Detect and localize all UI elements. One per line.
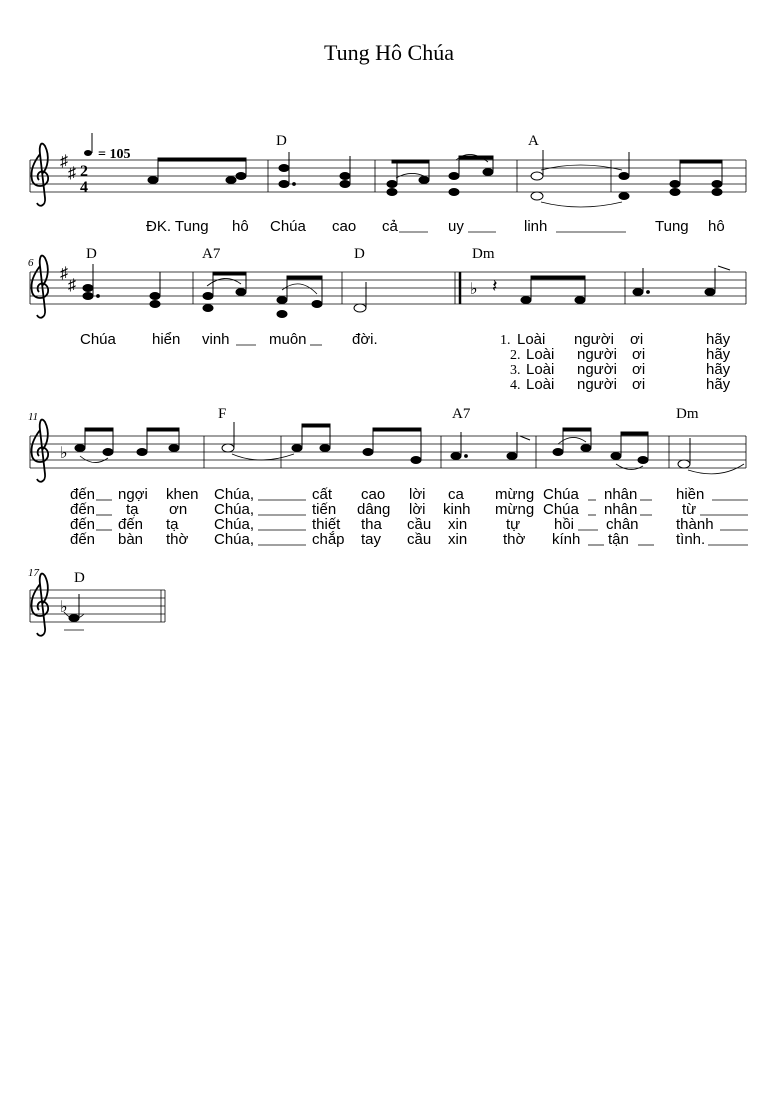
- lyric-syllable: dâng: [357, 501, 391, 518]
- lyric-syllable: cầu: [407, 516, 432, 533]
- lyric-syllable: Chúa: [80, 331, 116, 348]
- lyric-syllable: chắp: [312, 531, 345, 548]
- lyric-syllable: từ: [682, 501, 697, 518]
- lyric-syllable: cả: [382, 218, 398, 235]
- lyric-syllable: Loài: [526, 376, 555, 393]
- chord-symbol: A: [528, 133, 539, 149]
- treble-clef-icon: [31, 420, 48, 482]
- lyric-syllable: Tung: [655, 218, 689, 235]
- staff-system-1: [30, 133, 746, 235]
- lyric-syllable: thờ: [503, 531, 526, 548]
- lyric-syllable: người: [574, 331, 614, 348]
- lyric-syllable: Chúa: [270, 218, 306, 235]
- lyric-syllable: hiển: [152, 331, 181, 348]
- lyric-syllable: muôn: [269, 331, 307, 348]
- chord-symbol: D: [276, 133, 287, 149]
- time-sig-bottom: 4: [80, 179, 88, 196]
- lyric-syllable: hãy: [706, 361, 731, 378]
- chord-symbol: D: [86, 246, 97, 262]
- lyric-syllable: cao: [332, 218, 357, 235]
- page-title: Tung Hô Chúa: [324, 40, 454, 65]
- measure-number: 6: [28, 257, 34, 269]
- chord-symbol: D: [354, 246, 365, 262]
- treble-clef-icon: [31, 144, 48, 206]
- lyric-syllable: nhân: [604, 501, 638, 518]
- chord-symbol: Dm: [472, 246, 495, 262]
- treble-clef-icon: [31, 574, 48, 636]
- lyric-syllable: đến: [70, 516, 96, 533]
- lyric-syllable: mừng: [495, 501, 535, 518]
- lyric-syllable: hiền: [676, 486, 705, 503]
- time-sig-top: 2: [80, 163, 88, 180]
- lyric-syllable: hãy: [706, 376, 731, 393]
- measure-number: 17: [28, 567, 39, 579]
- lyric-syllable: linh: [524, 218, 548, 235]
- chord-symbol: D: [74, 570, 85, 586]
- verse-number: 4.: [510, 378, 521, 393]
- sharp-icon: ♯: [68, 277, 76, 294]
- lyric-syllable: khen: [166, 486, 199, 503]
- lyric-syllable: xin: [448, 531, 468, 548]
- chord-symbol: A7: [452, 406, 471, 422]
- lyric-syllable: hô: [708, 218, 725, 235]
- lyric-syllable: tạ: [166, 516, 179, 533]
- staff-system-3: [28, 406, 748, 548]
- lyric-syllable: cầu: [407, 531, 432, 548]
- lyric-syllable: mừng: [495, 486, 535, 503]
- lyric-syllable: tạ: [126, 501, 139, 518]
- sharp-icon: ♯: [60, 265, 68, 282]
- lyric-syllable: Chúa: [543, 486, 579, 503]
- verse-start-block: [500, 331, 731, 393]
- lyric-syllable: hồi: [554, 516, 575, 533]
- treble-clef-icon: [31, 256, 48, 318]
- chord-symbol: A7: [202, 246, 221, 262]
- lyric-syllable: đến: [70, 486, 96, 503]
- lyric-syllable: đến: [70, 531, 96, 548]
- verse-number: 3.: [510, 363, 521, 378]
- lyric-syllable: tự: [506, 516, 521, 533]
- sharp-icon: ♯: [60, 153, 68, 170]
- lyric-syllable: ơi: [632, 346, 646, 363]
- lyric-syllable: thiết: [312, 516, 341, 533]
- lyric-syllable: ơi: [630, 331, 644, 348]
- verse-number: 1.: [500, 333, 511, 348]
- verse-number: 2.: [510, 348, 521, 363]
- staff-system-2: [28, 246, 746, 393]
- lyric-syllable: đời.: [352, 331, 378, 348]
- lyric-syllable: ơn: [169, 501, 188, 518]
- chord-symbol: F: [218, 406, 227, 422]
- chord-symbol: Dm: [676, 406, 699, 422]
- flat-icon: ♭: [60, 599, 68, 616]
- lyric-syllable: tha: [361, 516, 382, 533]
- lyric-syllable: xin: [448, 516, 468, 533]
- lyric-syllable: người: [577, 361, 617, 378]
- lyric-syllable: đến: [70, 501, 96, 518]
- lyric-syllable: ĐK. Tung: [146, 218, 209, 235]
- lyric-syllable: lời: [409, 486, 426, 503]
- lyric-syllable: thành: [676, 516, 714, 533]
- lyric-syllable: Chúa,: [214, 516, 255, 533]
- lyric-syllable: tiến: [312, 501, 337, 518]
- lyric-syllable: Loài: [517, 331, 546, 348]
- lyric-syllable: kính: [552, 531, 581, 548]
- lyric-syllable: tình.: [676, 531, 706, 548]
- lyric-syllable: tận: [608, 531, 629, 548]
- lyric-syllable: nhân: [604, 486, 638, 503]
- lyric-syllable: tay: [361, 531, 382, 548]
- lyric-syllable: Chúa,: [214, 501, 255, 518]
- lyric-syllable: Chúa: [543, 501, 579, 518]
- staff-system-4: [28, 567, 165, 636]
- lyric-syllable: thờ: [166, 531, 189, 548]
- lyric-syllable: ngợi: [118, 486, 148, 503]
- lyric-syllable: vinh: [202, 331, 230, 348]
- lyric-syllable: ca: [448, 486, 464, 503]
- lyric-syllable: chân: [606, 516, 639, 533]
- lyric-syllable: cất: [312, 486, 333, 503]
- lyric-syllable: hãy: [706, 331, 731, 348]
- rest-icon: 𝄽: [492, 276, 498, 296]
- lyric-syllable: ơi: [632, 361, 646, 378]
- lyric-syllable: đến: [118, 516, 144, 533]
- lyric-syllable: Chúa,: [214, 531, 255, 548]
- flat-icon: ♭: [60, 445, 68, 462]
- sharp-icon: ♯: [68, 165, 76, 182]
- lyric-syllable: kinh: [443, 501, 471, 518]
- flat-icon: ♭: [470, 281, 478, 298]
- lyric-syllable: người: [577, 376, 617, 393]
- lyric-syllable: hô: [232, 218, 249, 235]
- lyric-syllable: Chúa,: [214, 486, 255, 503]
- lyric-syllable: ơi: [632, 376, 646, 393]
- lyric-syllable: uy: [448, 218, 464, 235]
- measure-number: 11: [28, 411, 39, 423]
- lyric-syllable: người: [577, 346, 617, 363]
- lyric-syllable: lời: [409, 501, 426, 518]
- lyric-syllable: bàn: [118, 531, 144, 548]
- tempo-mark: = 105: [98, 147, 131, 162]
- lyric-syllable: Loài: [526, 346, 555, 363]
- lyric-syllable: cao: [361, 486, 386, 503]
- lyric-syllable: Loài: [526, 361, 555, 378]
- lyric-syllable: hãy: [706, 346, 731, 363]
